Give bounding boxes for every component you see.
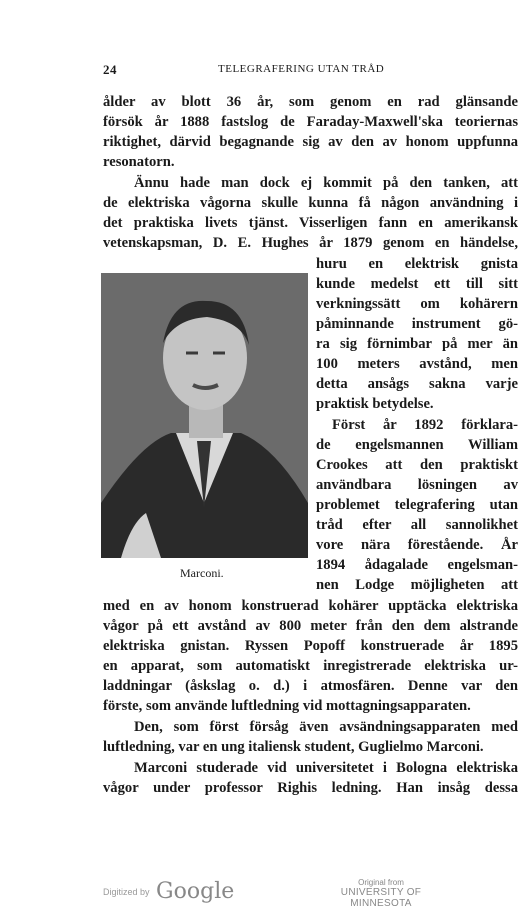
source-attribution (316, 878, 446, 909)
text-line: Crookes att den praktiskt (316, 457, 518, 473)
text-line: påminnande instrument gö- (316, 316, 518, 332)
text-line: användbara lösningen av (316, 477, 518, 493)
text-line: vetenskapsman, D. E. Hughes år 1879 genom en händelse, (103, 235, 518, 251)
text-line: riktighet, därvid begagnande sig av den av honom uppfunna (103, 134, 518, 150)
text-line: huru en elektrisk gnista (316, 256, 518, 272)
text-line: vore nära förestående. År (316, 537, 518, 553)
text-line: laddningar (åskslag o. d.) i atmosfären. Denne var den (103, 678, 518, 694)
text-line: resonatorn. (103, 154, 175, 170)
page-number: 24 (103, 62, 117, 77)
digitized-by-label: Digitized by (103, 887, 150, 897)
text-line: praktisk betydelse. (316, 396, 434, 412)
text-line: tråd efter all sannolikhet (316, 517, 518, 533)
text-line: försök år 1888 fastslog de Faraday-Maxwell'ska teoriernas (103, 114, 518, 130)
running-header (103, 62, 518, 78)
text-line: luftledning, var en ung italiensk student, Guglielmo Marconi. (103, 739, 484, 755)
text-line: kunde medelst ett till sitt (316, 276, 518, 292)
text-line: de engelsmannen William (316, 437, 518, 453)
text-line: 1894 ådagalade engelsman- (316, 557, 518, 573)
text-line: vågor under professor Righis ledning. Han insåg dessa (103, 780, 518, 796)
text-line: Ännu hade man dock ej kommit på den tanken, att (134, 175, 518, 191)
text-line: Marconi studerade vid universitetet i Bologna elektriska (134, 760, 518, 776)
text-line: problemet telegrafering utan (316, 497, 518, 513)
text-line: förste, som använde luftledning vid mottagningsapparaten. (103, 698, 471, 714)
text-line: ålder av blott 36 år, som genom en rad glänsande (103, 94, 518, 110)
digitized-by-mark (103, 876, 235, 904)
text-line: en apparat, som automatiskt inregistrerade elektriska ur- (103, 658, 518, 674)
text-line: ra sig förnimbar på mer än (316, 336, 518, 352)
text-line: det praktiska livets tjänst. Visserligen fann en amerikansk (103, 215, 518, 231)
text-line: detta ansågs sakna varje (316, 376, 518, 392)
text-line: elektriska gnistan. Ryssen Popoff konstruerade år 1895 (103, 638, 518, 654)
figure-caption: Marconi. (180, 566, 224, 580)
text-line: vågor på ett avstånd av 800 meter från den dem alstrande (103, 618, 518, 634)
text-line: med en av honom konstruerad kohärer upptäcka elektriska (103, 598, 518, 614)
running-title: TELEGRAFERING UTAN TRÅD (218, 63, 385, 75)
text-line: Först år 1892 förklara- (332, 417, 518, 433)
institution-name: UNIVERSITY OF MINNESOTA (340, 887, 422, 909)
text-line: 100 meters avstånd, men (316, 356, 518, 372)
original-from-label: Original from (358, 878, 404, 887)
text-line: nen Lodge möjligheten att (316, 577, 518, 593)
text-line: verkningssätt om kohärern (316, 296, 518, 312)
marconi-portrait (101, 273, 308, 558)
text-line: de elektriska vågorna skulle kunna få någon användning i (103, 195, 518, 211)
google-logo: Google (156, 879, 235, 904)
text-line: Den, som först försåg även avsändningsapparaten med (134, 719, 518, 735)
